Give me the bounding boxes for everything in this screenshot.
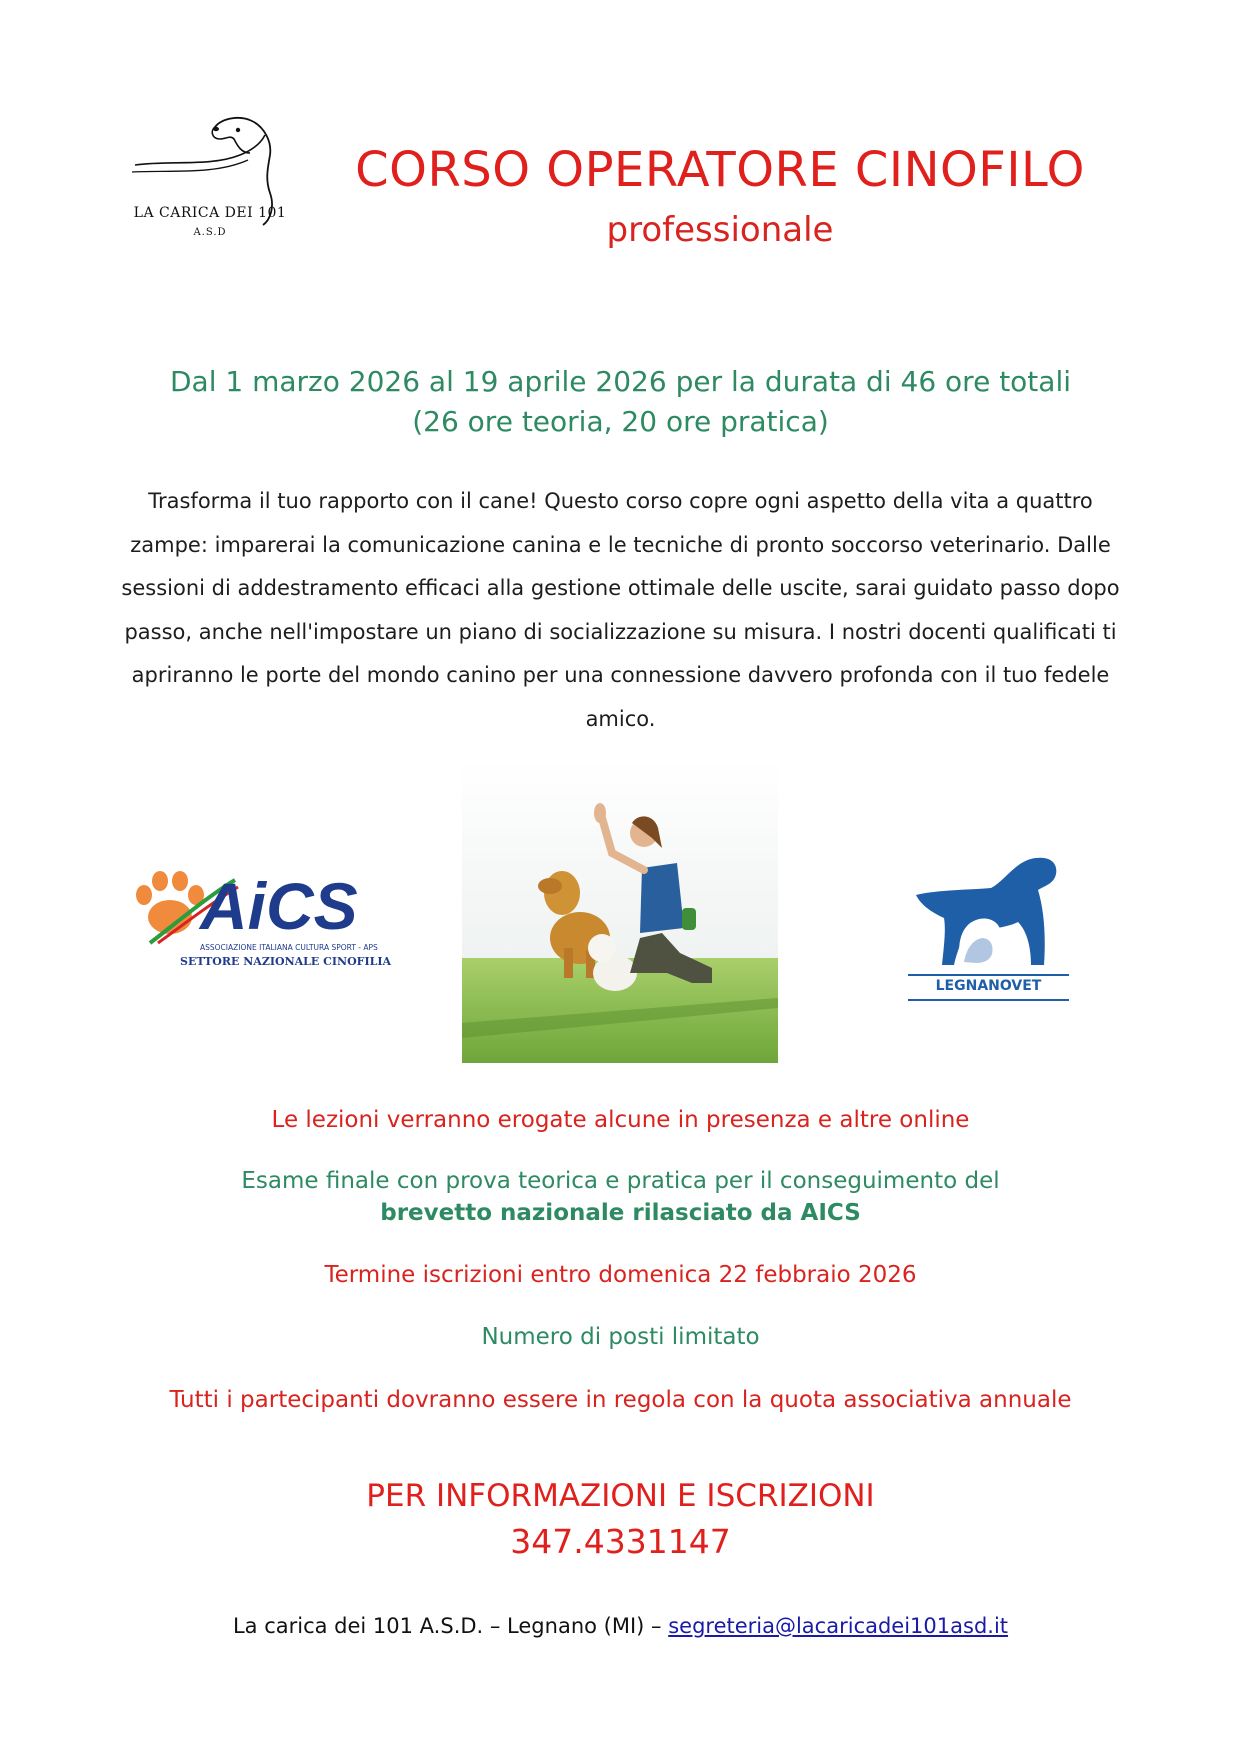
contact-phone[interactable]: 347.4331147 (510, 1522, 731, 1561)
legnanovet-top-rule (908, 974, 1069, 976)
page-subtitle: professionale (606, 210, 834, 250)
footer (60, 1614, 1181, 1638)
legnanovet-label: LEGNANOVET (935, 978, 1042, 994)
dog-cat-silhouette-icon (906, 850, 1071, 975)
organization-logo (130, 115, 330, 255)
membership-requirement: Tutti i partecipanti dovranno essere in regola con la quota associativa annuale (169, 1387, 1072, 1413)
footer-org-text: La carica dei 101 A.S.D. – Legnano (MI) – (232, 1614, 669, 1638)
trainer-with-dogs-photo (462, 758, 778, 1063)
aics-association-name: ASSOCIAZIONE ITALIANA CULTURA SPORT - APS (200, 943, 378, 952)
aics-logo (130, 855, 392, 975)
aics-paw-logo-icon (130, 855, 370, 945)
contact-heading: PER INFORMAZIONI E ISCRIZIONI (366, 1478, 875, 1514)
registration-deadline: Termine iscrizioni entro domenica 22 febbraio 2026 (324, 1262, 917, 1288)
course-dates: Dal 1 marzo 2026 al 19 aprile 2026 per la durata di 46 ore totali (169, 365, 1072, 398)
aics-sector-name: SETTORE NAZIONALE CINOFILIA (180, 955, 392, 968)
course-description: Trasforma il tuo rapporto con il cane! Questo corso copre ogni aspetto della vita a quattro zampe: imparerai la comunicazione canina e le tecniche di pronto soccorso veterinario. Dalle sessioni di addestramento efficaci alla gestione ottimale delle uscite, sarai guidato passo dopo passo, anche nell'impostare un piano di socializzazione su misura. I nostri docenti qualificati ti apriranno le porte del mondo canino per una connessione davvero profonda con il tuo fedele amico. (121, 489, 1120, 731)
logo-org-name: LA CARICA DEI 101 (133, 205, 287, 221)
legnanovet-bottom-rule (908, 999, 1069, 1001)
course-hours: (26 ore teoria, 20 ore pratica) (412, 405, 829, 438)
final-exam-text: Esame finale con prova teorica e pratica per il conseguimento del (241, 1168, 1000, 1194)
page-title: CORSO OPERATORE CINOFILO (355, 142, 1085, 198)
limited-seats-text: Numero di posti limitato (481, 1324, 760, 1350)
legnanovet-logo (906, 850, 1071, 1005)
certificate-text: brevetto nazionale rilasciato da AICS (380, 1200, 861, 1226)
email-link[interactable]: segreteria@lacaricadei101asd.it (668, 1614, 1009, 1638)
logo-org-suffix: A.S.D (193, 227, 227, 238)
aics-logo-text: AiCS (200, 869, 358, 943)
lessons-mode-text: Le lezioni verranno erogate alcune in presenza e altre online (271, 1107, 970, 1133)
